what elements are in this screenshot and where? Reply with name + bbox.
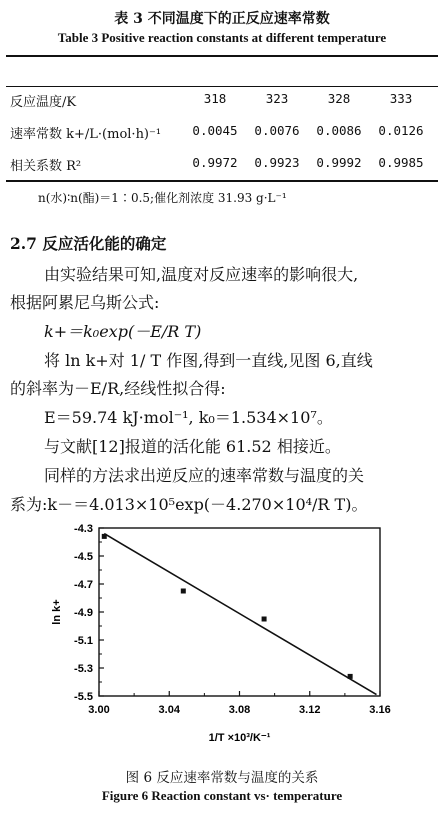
- figure-caption-cn: 图 6 反应速率常数与温度的关系: [125, 770, 319, 786]
- y-tick-label: -5.1: [74, 635, 93, 647]
- paragraph-line: 同样的方法求出逆反应的速率常数与温度的关: [44, 466, 365, 485]
- table-row: [10, 123, 438, 149]
- x-tick-label: 3.04: [158, 704, 180, 716]
- table-cell: 323: [265, 91, 289, 106]
- section-heading: 2.7 反应活化能的确定: [10, 234, 167, 253]
- table-header-rule: [6, 86, 438, 87]
- paragraph-line: 根据阿累尼乌斯公式:: [10, 293, 160, 312]
- y-tick-label: -4.9: [74, 607, 93, 619]
- figure-6-chart: [0, 518, 444, 763]
- table-caption-cn: 表 3 不同温度下的正反应速率常数: [114, 11, 330, 27]
- y-tick-label: -4.5: [74, 551, 93, 563]
- data-point: [262, 617, 267, 622]
- table-top-rule: [6, 55, 438, 57]
- figure-caption-en: Figure 6 Reaction constant vs· temperature: [101, 788, 343, 803]
- table-caption-en: Table 3 Positive reaction constants at different temperature: [57, 30, 387, 45]
- data-point: [102, 534, 107, 539]
- fit-line: [104, 534, 376, 695]
- equation-fit-result: E＝59.74 kJ·mol⁻¹, k₀＝1.534×10⁷。: [44, 408, 333, 427]
- row-label: 反应温度/K: [10, 95, 77, 110]
- y-tick-label: -5.5: [74, 691, 93, 703]
- x-tick-label: 3.16: [369, 704, 391, 716]
- paragraph-line: 的斜率为－E/R,经线性拟合得:: [10, 379, 226, 398]
- table-cell: 0.0076: [254, 123, 300, 138]
- x-tick-label: 3.12: [299, 704, 321, 716]
- row-label: 相关系数 R²: [10, 159, 82, 174]
- table-cell: 0.9985: [378, 155, 424, 170]
- table-cell: 0.0045: [192, 123, 238, 138]
- y-tick-label: -4.3: [74, 523, 93, 535]
- data-point: [181, 589, 186, 594]
- data-point: [348, 674, 353, 679]
- table-note: n(水)∶n(酯)＝1∶0.5;催化剂浓度 31.93 g·L⁻¹: [38, 191, 287, 205]
- table-cell: 333: [389, 91, 413, 106]
- equation-arrhenius: k+＝k₀exp(－E/R T): [44, 322, 202, 341]
- x-tick-label: 3.08: [228, 704, 251, 716]
- paragraph-line: 系为:k－＝4.013×10⁵exp(－4.270×10⁴/R T)。: [10, 495, 368, 514]
- table-cell: 0.9923: [254, 155, 300, 170]
- table-cell: 328: [327, 91, 351, 106]
- table-cell: 0.9972: [192, 155, 238, 170]
- table-cell: 0.0086: [316, 123, 362, 138]
- table-row: [10, 91, 438, 117]
- paragraph-line: 由实验结果可知,温度对反应速率的影响很大,: [44, 265, 359, 284]
- table-cell: 0.9992: [316, 155, 362, 170]
- y-axis-label: ln k+: [51, 599, 63, 625]
- paragraph-line: 将 ln k+对 1/ T 作图,得到一直线,见图 6,直线: [44, 351, 373, 370]
- row-label: 速率常数 k+/L·(mol·h)⁻¹: [10, 127, 162, 142]
- table-cell: 318: [203, 91, 227, 106]
- table-cell: 0.0126: [378, 123, 424, 138]
- y-tick-label: -5.3: [74, 663, 93, 675]
- y-tick-label: -4.7: [74, 579, 93, 591]
- table-bottom-rule: [6, 180, 438, 182]
- table-row: [10, 155, 438, 181]
- plot-frame: [99, 528, 380, 696]
- x-tick-label: 3.00: [88, 704, 110, 716]
- paragraph-line: 与文献[12]报道的活化能 61.52 相接近。: [44, 437, 341, 456]
- x-axis-label: 1/T ×10³/K⁻¹: [208, 732, 271, 744]
